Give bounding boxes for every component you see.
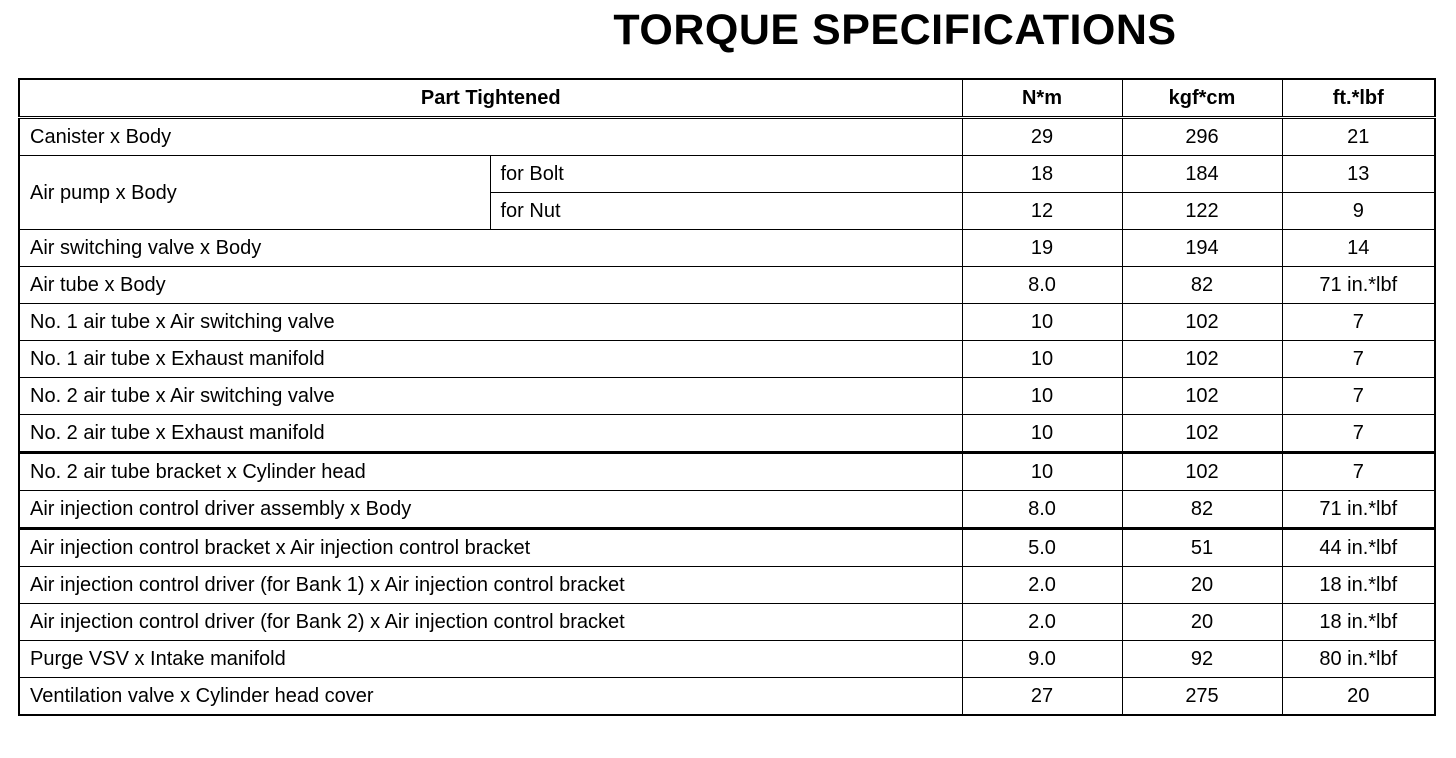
cell-nm: 18 xyxy=(962,156,1122,193)
column-header-nm: N*m xyxy=(962,79,1122,118)
table-header-row xyxy=(19,79,1435,118)
cell-nm: 8.0 xyxy=(962,267,1122,304)
cell-ftlbf: 9 xyxy=(1282,193,1435,230)
cell-nm: 5.0 xyxy=(962,529,1122,567)
cell-kgf: 20 xyxy=(1122,567,1282,604)
cell-ftlbf: 13 xyxy=(1282,156,1435,193)
cell-kgf: 102 xyxy=(1122,341,1282,378)
cell-part: No. 2 air tube bracket x Cylinder head xyxy=(19,453,962,491)
cell-part: No. 2 air tube x Exhaust manifold xyxy=(19,415,962,453)
table-row xyxy=(19,453,1435,491)
table-row xyxy=(19,641,1435,678)
page-title: TORQUE SPECIFICATIONS xyxy=(613,6,1177,54)
cell-nm: 29 xyxy=(962,118,1122,156)
cell-nm: 27 xyxy=(962,678,1122,716)
cell-part: Air injection control driver assembly x Body xyxy=(19,491,962,529)
column-header-part: Part Tightened xyxy=(19,79,962,118)
cell-nm: 2.0 xyxy=(962,567,1122,604)
cell-kgf: 92 xyxy=(1122,641,1282,678)
cell-kgf: 82 xyxy=(1122,491,1282,529)
cell-part: Air injection control bracket x Air injection control bracket xyxy=(19,529,962,567)
cell-kgf: 82 xyxy=(1122,267,1282,304)
cell-part: No. 1 air tube x Exhaust manifold xyxy=(19,341,962,378)
cell-kgf: 51 xyxy=(1122,529,1282,567)
table-row xyxy=(19,529,1435,567)
cell-part: Air injection control driver (for Bank 1) x Air injection control bracket xyxy=(19,567,962,604)
cell-ftlbf: 71 in.*lbf xyxy=(1282,491,1435,529)
cell-part: No. 1 air tube x Air switching valve xyxy=(19,304,962,341)
cell-ftlbf: 20 xyxy=(1282,678,1435,716)
cell-kgf: 122 xyxy=(1122,193,1282,230)
cell-kgf: 102 xyxy=(1122,453,1282,491)
cell-ftlbf: 18 in.*lbf xyxy=(1282,567,1435,604)
cell-part: Air switching valve x Body xyxy=(19,230,962,267)
cell-ftlbf: 18 in.*lbf xyxy=(1282,604,1435,641)
cell-nm: 2.0 xyxy=(962,604,1122,641)
cell-nm: 10 xyxy=(962,415,1122,453)
cell-ftlbf: 71 in.*lbf xyxy=(1282,267,1435,304)
table-row xyxy=(19,304,1435,341)
table-row xyxy=(19,678,1435,716)
table-row xyxy=(19,267,1435,304)
cell-kgf: 20 xyxy=(1122,604,1282,641)
cell-ftlbf: 80 in.*lbf xyxy=(1282,641,1435,678)
cell-kgf: 102 xyxy=(1122,304,1282,341)
cell-nm: 10 xyxy=(962,453,1122,491)
cell-part: No. 2 air tube x Air switching valve xyxy=(19,378,962,415)
torque-spec-table xyxy=(18,78,1436,716)
cell-kgf: 102 xyxy=(1122,415,1282,453)
cell-part: Air injection control driver (for Bank 2) x Air injection control bracket xyxy=(19,604,962,641)
cell-part: Ventilation valve x Cylinder head cover xyxy=(19,678,962,716)
cell-ftlbf: 7 xyxy=(1282,415,1435,453)
table-row xyxy=(19,118,1435,156)
column-header-kgf: kgf*cm xyxy=(1122,79,1282,118)
table-row xyxy=(19,567,1435,604)
table-row xyxy=(19,604,1435,641)
cell-nm: 12 xyxy=(962,193,1122,230)
cell-part: Air pump x Body xyxy=(19,156,490,230)
cell-ftlbf: 14 xyxy=(1282,230,1435,267)
cell-ftlbf: 7 xyxy=(1282,304,1435,341)
table-row xyxy=(19,415,1435,453)
table-row xyxy=(19,341,1435,378)
cell-ftlbf: 7 xyxy=(1282,453,1435,491)
cell-ftlbf: 7 xyxy=(1282,378,1435,415)
cell-nm: 9.0 xyxy=(962,641,1122,678)
cell-sub-part: for Bolt xyxy=(490,156,962,193)
cell-nm: 10 xyxy=(962,341,1122,378)
cell-ftlbf: 44 in.*lbf xyxy=(1282,529,1435,567)
cell-part: Purge VSV x Intake manifold xyxy=(19,641,962,678)
cell-kgf: 184 xyxy=(1122,156,1282,193)
cell-ftlbf: 21 xyxy=(1282,118,1435,156)
table-row xyxy=(19,491,1435,529)
cell-kgf: 102 xyxy=(1122,378,1282,415)
column-header-ftlbf: ft.*lbf xyxy=(1282,79,1435,118)
cell-nm: 10 xyxy=(962,304,1122,341)
cell-nm: 19 xyxy=(962,230,1122,267)
cell-ftlbf: 7 xyxy=(1282,341,1435,378)
cell-part: Canister x Body xyxy=(19,118,962,156)
cell-kgf: 194 xyxy=(1122,230,1282,267)
cell-kgf: 296 xyxy=(1122,118,1282,156)
cell-nm: 8.0 xyxy=(962,491,1122,529)
table-row xyxy=(19,156,1435,193)
cell-nm: 10 xyxy=(962,378,1122,415)
table-row xyxy=(19,230,1435,267)
cell-kgf: 275 xyxy=(1122,678,1282,716)
table-row xyxy=(19,378,1435,415)
cell-sub-part: for Nut xyxy=(490,193,962,230)
cell-part: Air tube x Body xyxy=(19,267,962,304)
